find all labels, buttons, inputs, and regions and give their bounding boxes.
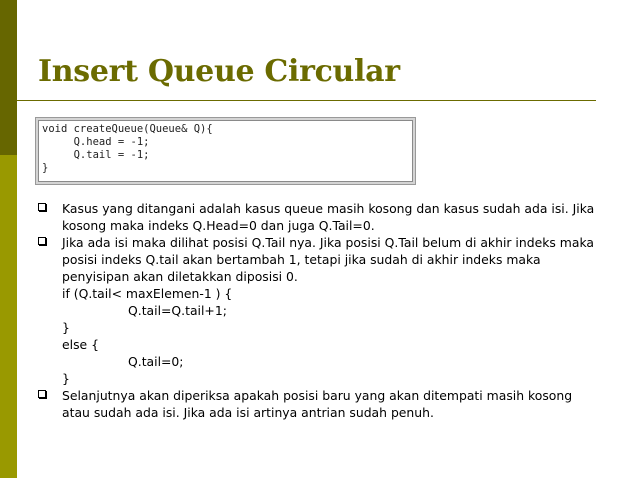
bullet-text: Selanjutnya akan diperiksa apakah posisi baru yang akan ditempati masih kosong atau sudah ada isi. Jika ada isi artinya antrian sudah penuh.: [62, 388, 573, 420]
code-text-line: else {: [62, 337, 99, 352]
bullet-item: [38, 387, 598, 421]
code-text-line: }: [62, 371, 70, 386]
code-text-line: Q.tail=0;: [128, 354, 184, 369]
code-text-line: }: [62, 320, 70, 335]
accent-bar-light: [0, 155, 17, 478]
code-line: Q.tail = -1;: [42, 149, 150, 161]
square-bullet-icon: [38, 203, 46, 211]
code-line: Q.head = -1;: [42, 136, 150, 148]
code-line: }: [42, 162, 49, 174]
code-block: [35, 117, 416, 185]
square-bullet-icon: [38, 390, 46, 398]
bullet-item: [38, 234, 598, 285]
accent-bar-dark: [0, 0, 17, 155]
slide-title: Insert Queue Circular: [38, 54, 400, 89]
bullet-text: Kasus yang ditangani adalah kasus queue masih kosong dan kasus sudah ada isi. Jika kosong maka indeks Q.Head=0 dan juga Q.Tail=0.: [62, 201, 595, 233]
code-line: void createQueue(Queue& Q){: [42, 123, 213, 135]
code-text-line: if (Q.tail< maxElemen-1 ) {: [62, 286, 233, 301]
slide-body: [38, 200, 598, 421]
bullet-text: Jika ada isi maka dilihat posisi Q.Tail nya. Jika posisi Q.Tail belum di akhir indeks maka posisi indeks Q.tail akan bertambah 1, tetapi jika sudah di akhir indeks maka penyisipan akan diletakkan diposisi 0.: [62, 235, 594, 284]
bullet-item: [38, 200, 598, 234]
title-underline: [17, 100, 596, 101]
square-bullet-icon: [38, 237, 46, 245]
code-text-line: Q.tail=Q.tail+1;: [128, 303, 227, 318]
